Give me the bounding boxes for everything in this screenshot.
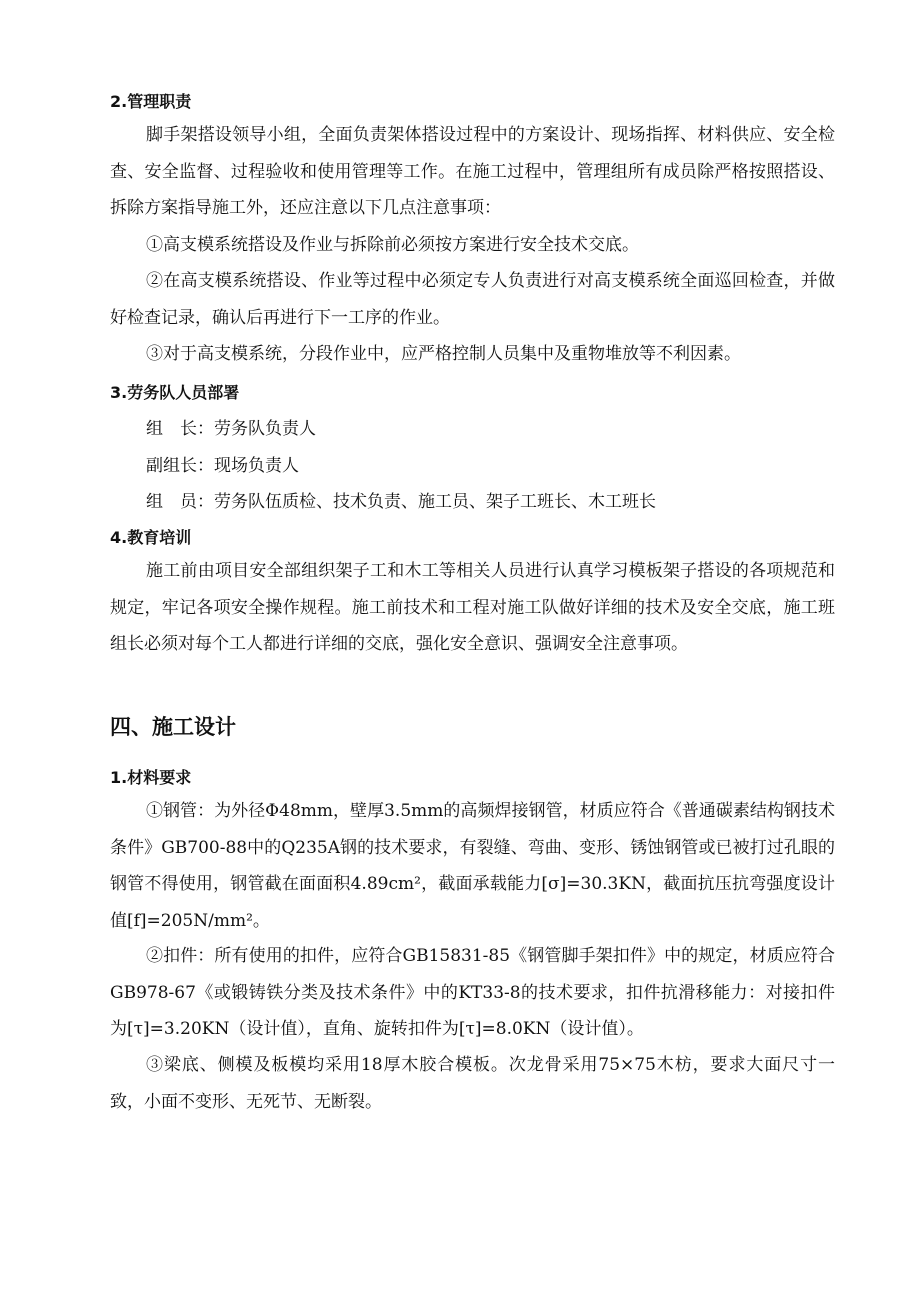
labor-member-line [146,487,656,512]
steel-pipe-paragraph: ①钢管：为外径Φ48mm，壁厚3.5mm的高频焊接钢管，材质应符合《普通碳素结构钢技术条件》GB700-88中的Q235A钢的技术要求，有裂缝、弯曲、变形、锈蚀钢管或已被打过孔眼的钢管不得使用，钢管截在面面积4.89cm²，截面承载能力[σ]=30.3KN，截面抗压抗弯强度设计值[f]=205N/mm²。 [110,801,835,931]
labor-deputy-value: 现场负责人 [214,456,299,476]
section-heading-materials: 1.材料要求 [110,768,192,787]
formwork-paragraph: ③梁底、侧模及板模均采用18厚木胶合模板。次龙骨采用75×75木枋，要求大面尺寸一致，小面不变形、无死节、无断裂。 [110,1055,835,1112]
training-paragraph: 施工前由项目安全部组织架子工和木工等相关人员进行认真学习模板架子搭设的各项规范和规定，牢记各项安全操作规程。施工前技术和工程对施工队做好详细的技术及安全交底，施工班组长必须对每个工人都进行详细的交底，强化安全意识、强调安全注意事项。 [110,561,835,654]
section-heading-management: 2.管理职责 [110,92,192,111]
section-heading-labor: 3.劳务队人员部署 [110,383,240,402]
labor-leader-line [146,414,316,439]
fasteners-paragraph: ②扣件：所有使用的扣件，应符合GB15831-85《钢管脚手架扣件》中的规定，材质应符合GB978-67《或锻铸铁分类及技术条件》中的KT33-8的技术要求，扣件抗滑移能力：对接扣件为[τ]=3.20KN（设计值），直角、旋转扣件为[τ]=8.0KN（设计值）。 [110,946,835,1039]
labor-member-value: 劳务队伍质检、技术负责、施工员、架子工班长、木工班长 [214,492,656,512]
management-item-3: ③对于高支模系统，分段作业中，应严格控制人员集中及重物堆放等不利因素。 [146,344,741,364]
management-item-2: ②在高支模系统搭设、作业等过程中必须定专人负责进行对高支模系统全面巡回检查，并做好检查记录，确认后再进行下一工序的作业。 [110,271,835,328]
labor-deputy-label: 副组长： [146,456,214,476]
labor-member-label: 组 员： [146,492,214,512]
labor-leader-value: 劳务队负责人 [214,419,316,439]
labor-deputy-line [146,451,299,476]
management-item-1: ①高支模系统搭设及作业与拆除前必须按方案进行安全技术交底。 [146,235,639,255]
chapter-heading-construction-design: 四、施工设计 [110,715,236,739]
labor-leader-label: 组 长： [146,419,214,439]
section-heading-training: 4.教育培训 [110,528,192,547]
management-intro-paragraph: 脚手架搭设领导小组，全面负责架体搭设过程中的方案设计、现场指挥、材料供应、安全检查、安全监督、过程验收和使用管理等工作。在施工过程中，管理组所有成员除严格按照搭设、拆除方案指导施工外，还应注意以下几点注意事项： [110,125,835,218]
